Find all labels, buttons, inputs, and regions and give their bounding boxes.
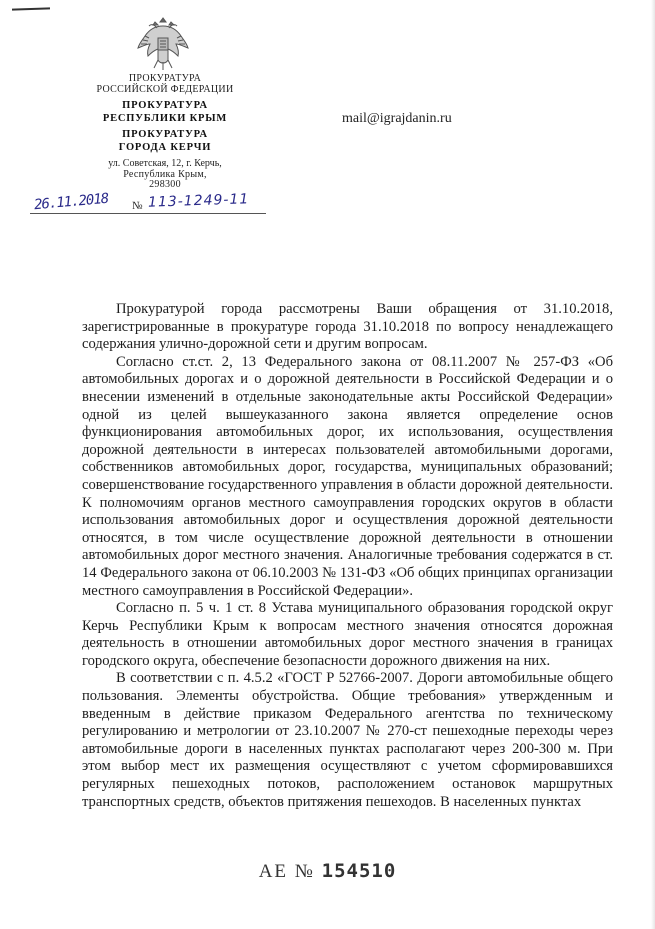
agency-line: ПРОКУРАТУРА — [128, 73, 202, 84]
form-series-number — [0, 860, 655, 883]
paragraph: Согласно п. 5 ч. 1 ст. 8 Устава муниципального образования городской округ Керчь Республики Крым к вопросам местного значения относятся дорожная деятельность в отношении автомобильных дорог местного значения в границах городского округа, обеспечение безопасности дорожного движения на них. — [82, 600, 613, 669]
recipient-email: mail@igrajdanin.ru — [342, 111, 452, 126]
agency-line: РЕСПУБЛИКИ КРЫМ — [102, 113, 228, 125]
registration-line — [30, 190, 270, 218]
agency-line: ПРОКУРАТУРА — [122, 100, 208, 111]
series-number: 154510 — [321, 860, 397, 882]
coat-of-arms-icon — [137, 14, 189, 72]
series-label: АЕ № — [258, 861, 315, 882]
agency-line: ПРОКУРАТУРА — [122, 129, 208, 141]
scan-mark — [12, 7, 50, 10]
address-line: 298300 — [149, 179, 181, 191]
paragraph: Прокуратурой города рассмотрены Ваши обращения от 31.10.2018, зарегистрированные в прокуратуре города 31.10.2018 по вопросу ненадлежащего содержания улично-дорожной сети и другим вопросам. — [82, 301, 613, 353]
letter-body — [82, 301, 613, 811]
paragraph: В соответствии с п. 4.5.2 «ГОСТ Р 52766-2007. Дороги автомобильные общего пользования. Элементы обустройства. Общие требования» утвержденным и введенным в действие приказом Федерального агентства по техническому регулированию и метрологии от 23.10.2007 № 270-ст пешеходные переходы через автомобильные дороги в населенных пунктах располагают через 200-300 м. При этом выбор мест их размещения осуществляют с учетом сформировавшихся регулярных пешеходных потоков, расположением остановок маршрутных транспортных средств, объектов притяжения пешеходов. В населенных пунктах — [82, 670, 613, 810]
registration-date: 26.11.2018 — [33, 190, 109, 214]
page-edge — [651, 0, 655, 929]
sender-block — [70, 74, 260, 191]
paragraph: Согласно ст.ст. 2, 13 Федерального закона от 08.11.2007 № 257-ФЗ «Об автомобильных дорогах и о дорожной деятельности в Российской Федерации и о внесении изменений в отдельные законодательные акты Российской Федерации» одной из целей вышеуказанного закона является определение основ функционирования автомобильных дорог, их использования, осуществления дорожной деятельности в интересах пользователей автомобильными дорогами, собственников автомобильных дорог, государства, муниципальных образований; совершенствование государственного управления в области дорожной деятельности. К полномочиям органов местного самоуправления городских округов в области использования автомобильных дорог и осуществления дорожной деятельности относятся, в том числе осуществление дорожной деятельности в отношении автомобильных дорог местного значения. Аналогичные требования содержатся в ст. 14 Федерального закона от 06.10.2003 № 131-ФЗ «Об общих принципах организации местного самоуправления в Российской Федерации». — [82, 353, 613, 599]
registration-number: 113-1249-11 — [147, 191, 250, 211]
address-line: Республика Крым, — [123, 168, 207, 180]
number-sign: № — [132, 200, 143, 212]
agency-line: РОССИЙСКОЙ ФЕДЕРАЦИИ — [96, 83, 234, 95]
address-line: ул. Советская, 12, г. Керчь, — [108, 158, 222, 170]
divider — [30, 213, 266, 214]
agency-line: ГОРОДА КЕРЧИ — [118, 142, 212, 154]
